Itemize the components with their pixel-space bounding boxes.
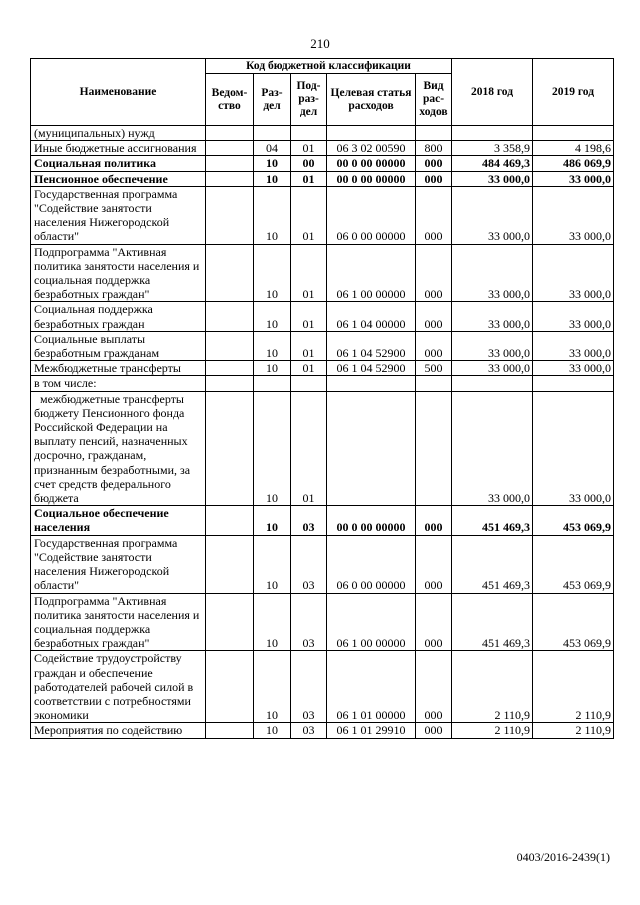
cell-podrazdel: 01 <box>291 391 327 506</box>
cell-vedom <box>206 361 254 376</box>
cell-name: межбюджетные трансферты бюджету Пенсионного фонда Российской Федерации на выплату пенсий, назначенных досрочно, гражданам, признанным безработными, за счет средств федерального бюджета <box>31 391 206 506</box>
cell-podrazdel <box>291 126 327 141</box>
cell-name: Социальные выплаты безработным гражданам <box>31 331 206 360</box>
cell-vedom <box>206 302 254 331</box>
cell-name: Подпрограмма "Активная политика занятости населения и социальная поддержка безработных граждан" <box>31 593 206 651</box>
cell-name: Социальная поддержка безработных граждан <box>31 302 206 331</box>
cell-razdel: 10 <box>254 723 291 738</box>
cell-vid: 000 <box>416 535 452 593</box>
cell-y2019 <box>533 126 614 141</box>
header-vid: Вид рас-ходов <box>416 74 452 126</box>
cell-vedom <box>206 331 254 360</box>
cell-celevaya <box>327 126 416 141</box>
cell-podrazdel: 03 <box>291 651 327 723</box>
header-celevaya: Целевая статья расходов <box>327 74 416 126</box>
cell-y2018: 33 000,0 <box>452 302 533 331</box>
cell-vid: 800 <box>416 141 452 156</box>
cell-y2018: 33 000,0 <box>452 331 533 360</box>
header-2018: 2018 год <box>452 59 533 126</box>
footer-code: 0403/2016-2439(1) <box>516 850 610 864</box>
cell-razdel <box>254 376 291 391</box>
cell-name: Содействие трудоустройству граждан и обеспечение работодателей рабочей силой в соответствии с потребностями экономики <box>31 651 206 723</box>
cell-y2019 <box>533 376 614 391</box>
cell-podrazdel: 01 <box>291 141 327 156</box>
cell-vid: 000 <box>416 302 452 331</box>
cell-y2019: 33 000,0 <box>533 361 614 376</box>
cell-razdel: 10 <box>254 302 291 331</box>
cell-podrazdel: 01 <box>291 171 327 186</box>
cell-razdel: 10 <box>254 535 291 593</box>
cell-podrazdel <box>291 376 327 391</box>
cell-vid: 000 <box>416 171 452 186</box>
cell-razdel <box>254 126 291 141</box>
cell-y2019: 33 000,0 <box>533 244 614 302</box>
cell-podrazdel: 01 <box>291 186 327 244</box>
cell-y2019: 33 000,0 <box>533 302 614 331</box>
cell-vedom <box>206 391 254 506</box>
cell-celevaya: 06 1 04 52900 <box>327 331 416 360</box>
cell-vedom <box>206 126 254 141</box>
table-row <box>31 156 614 171</box>
cell-razdel: 10 <box>254 361 291 376</box>
cell-y2018: 2 110,9 <box>452 723 533 738</box>
table-row <box>31 593 614 651</box>
cell-vid: 000 <box>416 186 452 244</box>
cell-celevaya: 06 1 01 00000 <box>327 651 416 723</box>
cell-name: Иные бюджетные ассигнования <box>31 141 206 156</box>
cell-razdel: 10 <box>254 391 291 506</box>
cell-y2018: 33 000,0 <box>452 244 533 302</box>
cell-razdel: 10 <box>254 156 291 171</box>
cell-name: Социальная политика <box>31 156 206 171</box>
header-2019: 2019 год <box>533 59 614 126</box>
cell-vid: 000 <box>416 593 452 651</box>
cell-celevaya: 06 1 00 00000 <box>327 593 416 651</box>
cell-vid: 000 <box>416 156 452 171</box>
cell-vedom <box>206 723 254 738</box>
cell-vid: 000 <box>416 331 452 360</box>
cell-celevaya: 06 1 04 52900 <box>327 361 416 376</box>
cell-celevaya <box>327 376 416 391</box>
cell-podrazdel: 01 <box>291 331 327 360</box>
cell-y2019: 453 069,9 <box>533 593 614 651</box>
cell-razdel: 10 <box>254 506 291 535</box>
cell-y2019: 453 069,9 <box>533 535 614 593</box>
table-row <box>31 331 614 360</box>
cell-vedom <box>206 651 254 723</box>
budget-table <box>30 58 614 739</box>
cell-vid: 000 <box>416 506 452 535</box>
cell-razdel: 10 <box>254 651 291 723</box>
cell-vedom <box>206 171 254 186</box>
cell-y2019: 33 000,0 <box>533 391 614 506</box>
cell-y2019: 2 110,9 <box>533 723 614 738</box>
cell-vid <box>416 126 452 141</box>
table-row <box>31 723 614 738</box>
table-row <box>31 244 614 302</box>
header-podrazdel: Под-раз-дел <box>291 74 327 126</box>
header-vedom: Ведом-ство <box>206 74 254 126</box>
cell-y2018: 451 469,3 <box>452 506 533 535</box>
cell-celevaya: 06 0 00 00000 <box>327 535 416 593</box>
cell-vedom <box>206 506 254 535</box>
cell-celevaya: 00 0 00 00000 <box>327 171 416 186</box>
table-row <box>31 506 614 535</box>
cell-name: Пенсионное обеспечение <box>31 171 206 186</box>
cell-name: Межбюджетные трансферты <box>31 361 206 376</box>
table-row <box>31 376 614 391</box>
cell-y2018: 33 000,0 <box>452 391 533 506</box>
cell-name: Государственная программа "Содействие занятости населения Нижегородской области" <box>31 535 206 593</box>
table-row <box>31 126 614 141</box>
cell-celevaya: 06 1 00 00000 <box>327 244 416 302</box>
header-razdel: Раз-дел <box>254 74 291 126</box>
cell-podrazdel: 01 <box>291 244 327 302</box>
cell-podrazdel: 00 <box>291 156 327 171</box>
cell-vid: 000 <box>416 244 452 302</box>
table-row <box>31 302 614 331</box>
cell-y2019: 2 110,9 <box>533 651 614 723</box>
cell-podrazdel: 03 <box>291 506 327 535</box>
cell-celevaya: 00 0 00 00000 <box>327 506 416 535</box>
cell-y2018: 33 000,0 <box>452 186 533 244</box>
cell-y2018: 33 000,0 <box>452 361 533 376</box>
cell-razdel: 10 <box>254 186 291 244</box>
cell-y2018: 484 469,3 <box>452 156 533 171</box>
table-row <box>31 391 614 506</box>
cell-y2018: 33 000,0 <box>452 171 533 186</box>
cell-celevaya: 06 3 02 00590 <box>327 141 416 156</box>
cell-vid: 000 <box>416 723 452 738</box>
cell-name: Государственная программа "Содействие занятости населения Нижегородской области" <box>31 186 206 244</box>
cell-vedom <box>206 186 254 244</box>
cell-y2019: 486 069,9 <box>533 156 614 171</box>
cell-podrazdel: 01 <box>291 302 327 331</box>
cell-razdel: 04 <box>254 141 291 156</box>
cell-y2018: 451 469,3 <box>452 593 533 651</box>
cell-celevaya: 06 0 00 00000 <box>327 186 416 244</box>
cell-podrazdel: 03 <box>291 723 327 738</box>
cell-podrazdel: 01 <box>291 361 327 376</box>
cell-name: в том числе: <box>31 376 206 391</box>
cell-y2019: 33 000,0 <box>533 331 614 360</box>
page-number: 210 <box>310 36 330 51</box>
cell-name: Подпрограмма "Активная политика занятости населения и социальная поддержка безработных граждан" <box>31 244 206 302</box>
cell-celevaya <box>327 391 416 506</box>
cell-podrazdel: 03 <box>291 535 327 593</box>
table-row <box>31 141 614 156</box>
cell-y2019: 33 000,0 <box>533 171 614 186</box>
cell-podrazdel: 03 <box>291 593 327 651</box>
cell-vedom <box>206 141 254 156</box>
cell-vid <box>416 391 452 506</box>
cell-name: (муниципальных) нужд <box>31 126 206 141</box>
table-row <box>31 171 614 186</box>
cell-celevaya: 00 0 00 00000 <box>327 156 416 171</box>
table-row <box>31 186 614 244</box>
cell-name: Социальное обеспечение населения <box>31 506 206 535</box>
cell-vid <box>416 376 452 391</box>
cell-y2018: 451 469,3 <box>452 535 533 593</box>
cell-vedom <box>206 376 254 391</box>
cell-vedom <box>206 535 254 593</box>
table-row <box>31 361 614 376</box>
cell-celevaya: 06 1 04 00000 <box>327 302 416 331</box>
cell-vedom <box>206 156 254 171</box>
table-row <box>31 651 614 723</box>
cell-y2018: 2 110,9 <box>452 651 533 723</box>
cell-vid: 000 <box>416 651 452 723</box>
cell-razdel: 10 <box>254 171 291 186</box>
table-row <box>31 535 614 593</box>
cell-y2018 <box>452 126 533 141</box>
cell-y2019: 453 069,9 <box>533 506 614 535</box>
cell-vedom <box>206 593 254 651</box>
cell-razdel: 10 <box>254 331 291 360</box>
cell-celevaya: 06 1 01 29910 <box>327 723 416 738</box>
header-classification: Код бюджетной классификации <box>206 59 452 74</box>
cell-razdel: 10 <box>254 593 291 651</box>
cell-vid: 500 <box>416 361 452 376</box>
cell-name: Мероприятия по содействию <box>31 723 206 738</box>
cell-y2018 <box>452 376 533 391</box>
cell-vedom <box>206 244 254 302</box>
cell-y2019: 4 198,6 <box>533 141 614 156</box>
header-name: Наименование <box>31 59 206 126</box>
cell-y2018: 3 358,9 <box>452 141 533 156</box>
cell-y2019: 33 000,0 <box>533 186 614 244</box>
cell-razdel: 10 <box>254 244 291 302</box>
